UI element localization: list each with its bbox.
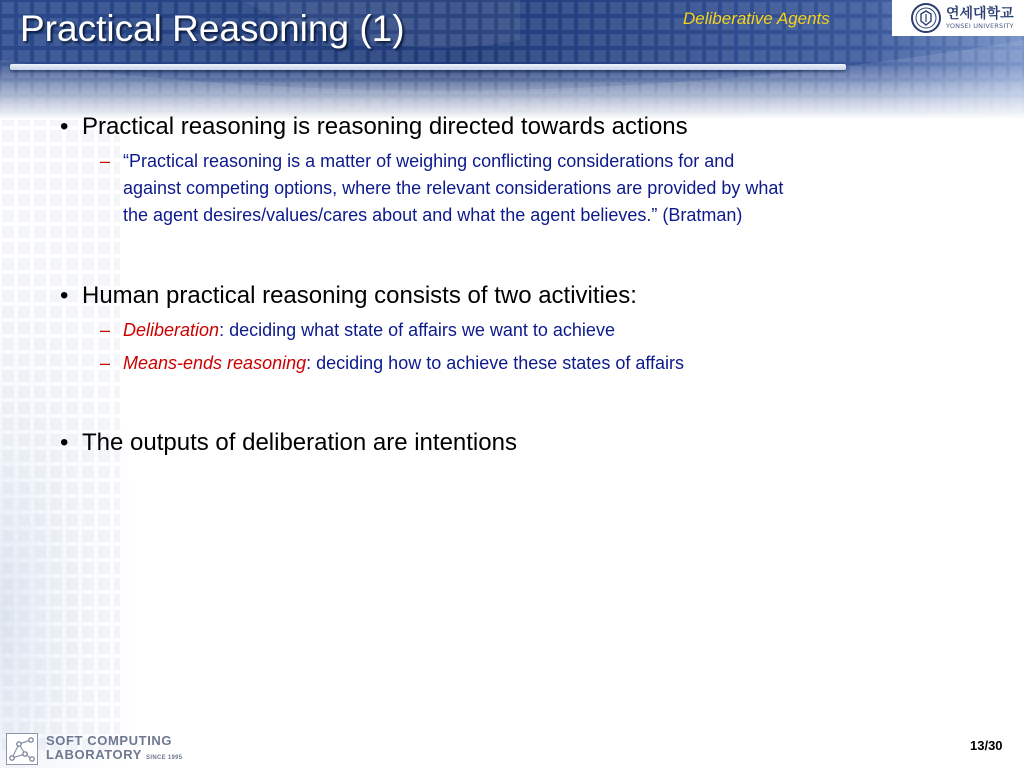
definition-text: : deciding what state of affairs we want to achieve (219, 320, 615, 340)
term-means-ends: Means-ends reasoning (123, 353, 307, 373)
sub-bullet-item (100, 350, 684, 377)
term-deliberation: Deliberation (123, 320, 220, 340)
bullet-item (60, 113, 688, 141)
network-graph-icon (6, 733, 38, 765)
dash-icon: – (100, 151, 111, 171)
bullet-icon: • (60, 429, 69, 456)
quote-line: against competing options, where the relevant considerations are provided by what (123, 178, 784, 198)
lab-since: SINCE 1995 (146, 755, 183, 762)
definition-text: : deciding how to achieve these states of affairs (306, 353, 685, 373)
lab-name-line1: SOFT COMPUTING (46, 732, 173, 748)
bullet-text: Human practical reasoning consists of two activities: (82, 282, 637, 309)
bullet-item (60, 282, 637, 310)
bullet-text: Practical reasoning is reasoning directed towards actions (82, 113, 688, 140)
slide-title: Practical Reasoning (1) (20, 8, 405, 49)
bullet-icon: • (60, 113, 69, 140)
logo-korean-text: 연세대학교 (946, 5, 1014, 22)
bullet-icon: • (60, 282, 69, 309)
bullet-item (60, 429, 517, 457)
sub-bullet-item (100, 317, 615, 344)
quote-line: the agent desires/values/cares about and what the agent believes.” (Bratman) (123, 205, 743, 225)
dash-icon: – (100, 320, 111, 340)
page-number: 13/30 (970, 738, 1003, 753)
logo-english-text: YONSEI UNIVERSITY (946, 21, 1014, 30)
bullet-text: The outputs of deliberation are intentions (82, 429, 517, 456)
section-label: Deliberative Agents (683, 9, 830, 28)
dash-icon: – (100, 353, 111, 373)
lab-logo (6, 731, 206, 767)
quote-line: “Practical reasoning is a matter of weighing conflicting considerations for and (123, 151, 735, 171)
lab-name-line2: LABORATORY (46, 747, 143, 763)
sub-bullet-item (100, 148, 783, 229)
